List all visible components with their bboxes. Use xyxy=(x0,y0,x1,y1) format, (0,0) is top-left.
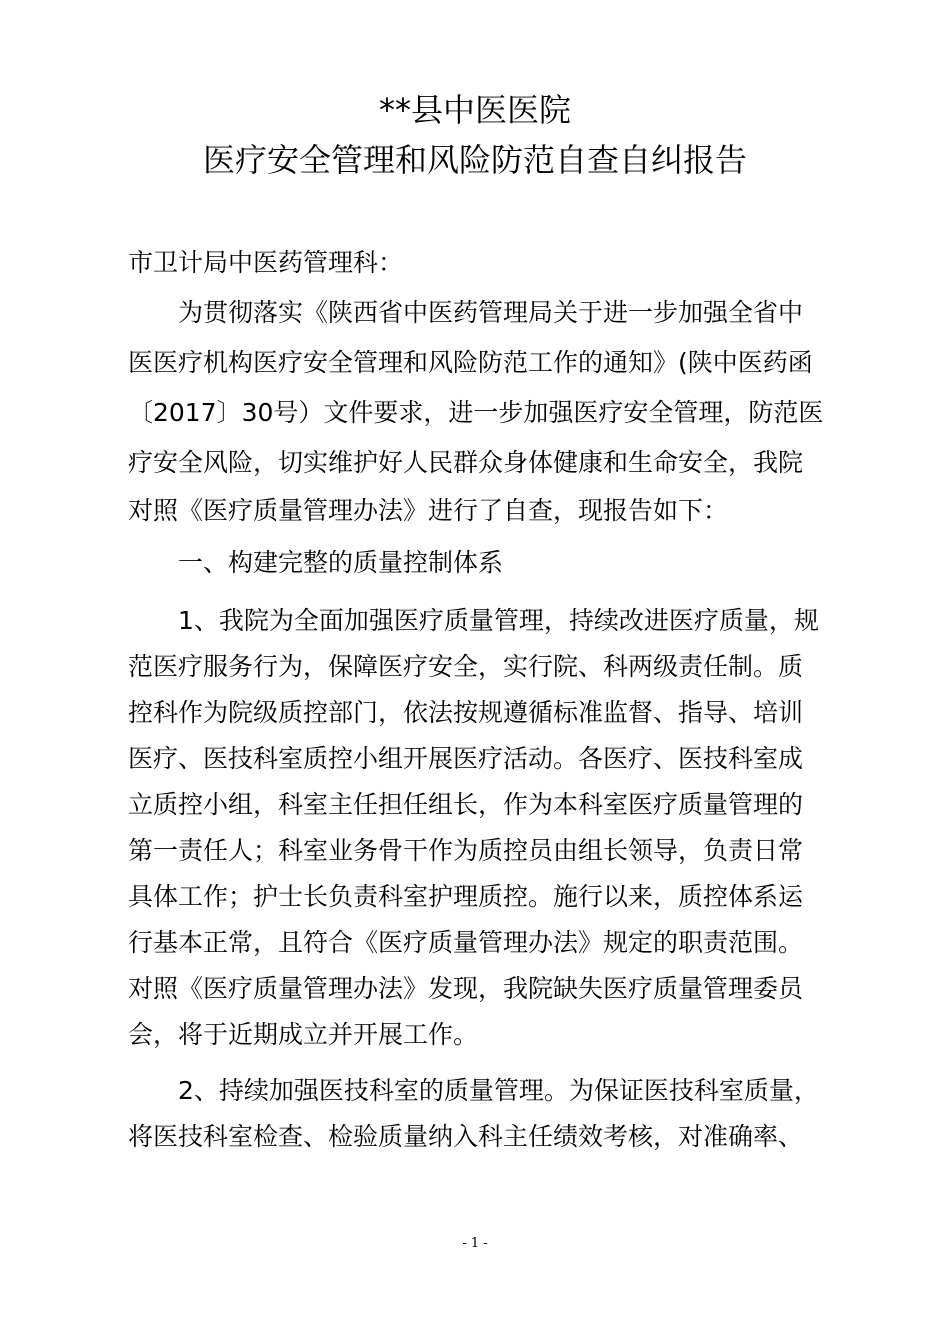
paragraph-line: 对照《医疗质量管理办法》发现，我院缺失医疗质量管理委员 xyxy=(128,974,804,1003)
paragraph-line: 对照《医疗质量管理办法》进行了自查，现报告如下： xyxy=(128,496,729,525)
paragraph-line: 将医技科室检查、检验质量纳入科主任绩效考核，对准确率、 xyxy=(128,1122,804,1151)
paragraph-line: 医医疗机构医疗安全管理和风险防范工作的通知》(陕中医药函 xyxy=(128,348,813,377)
paragraph-line: 为贯彻落实《陕西省中医药管理局关于进一步加强全省中 xyxy=(178,298,804,327)
paragraph-line: 立质控小组，科室主任担任组长，作为本科室医疗质量管理的 xyxy=(128,790,804,819)
paragraph-line: 会，将于近期成立并开展工作。 xyxy=(128,1020,479,1049)
paragraph-line: 疗安全风险，切实维护好人民群众身体健康和生命安全，我院 xyxy=(128,448,804,477)
paragraph-line: 范医疗服务行为，保障医疗安全，实行院、科两级责任制。质 xyxy=(128,652,804,681)
paragraph-line: 行基本正常，且符合《医疗质量管理办法》规定的职责范围。 xyxy=(128,928,804,957)
paragraph-line: 〔2017〕30号）文件要求，进一步加强医疗安全管理，防范医 xyxy=(128,398,824,427)
document-title-line-1: **县中医医院 xyxy=(378,91,571,129)
salutation: 市卫计局中医药管理科： xyxy=(128,248,404,277)
paragraph-line: 2、持续加强医技科室的质量管理。为保证医技科室质量， xyxy=(178,1076,819,1105)
paragraph-line: 具体工作；护士长负责科室护理质控。施行以来，质控体系运 xyxy=(128,882,804,911)
section-heading: 一、构建完整的质量控制体系 xyxy=(178,548,504,577)
page-number: - 1 - xyxy=(462,1236,488,1251)
document-title-line-2: 医疗安全管理和风险防范自查自纠报告 xyxy=(202,141,747,179)
paragraph-line: 第一责任人；科室业务骨干作为质控员由组长领导，负责日常 xyxy=(128,836,804,865)
paragraph-line: 1、我院为全面加强医疗质量管理，持续改进医疗质量，规 xyxy=(178,606,819,635)
paragraph-line: 医疗、医技科室质控小组开展医疗活动。各医疗、医技科室成 xyxy=(128,744,804,773)
paragraph-line: 控科作为院级质控部门，依法按规遵循标准监督、指导、培训 xyxy=(128,698,804,727)
